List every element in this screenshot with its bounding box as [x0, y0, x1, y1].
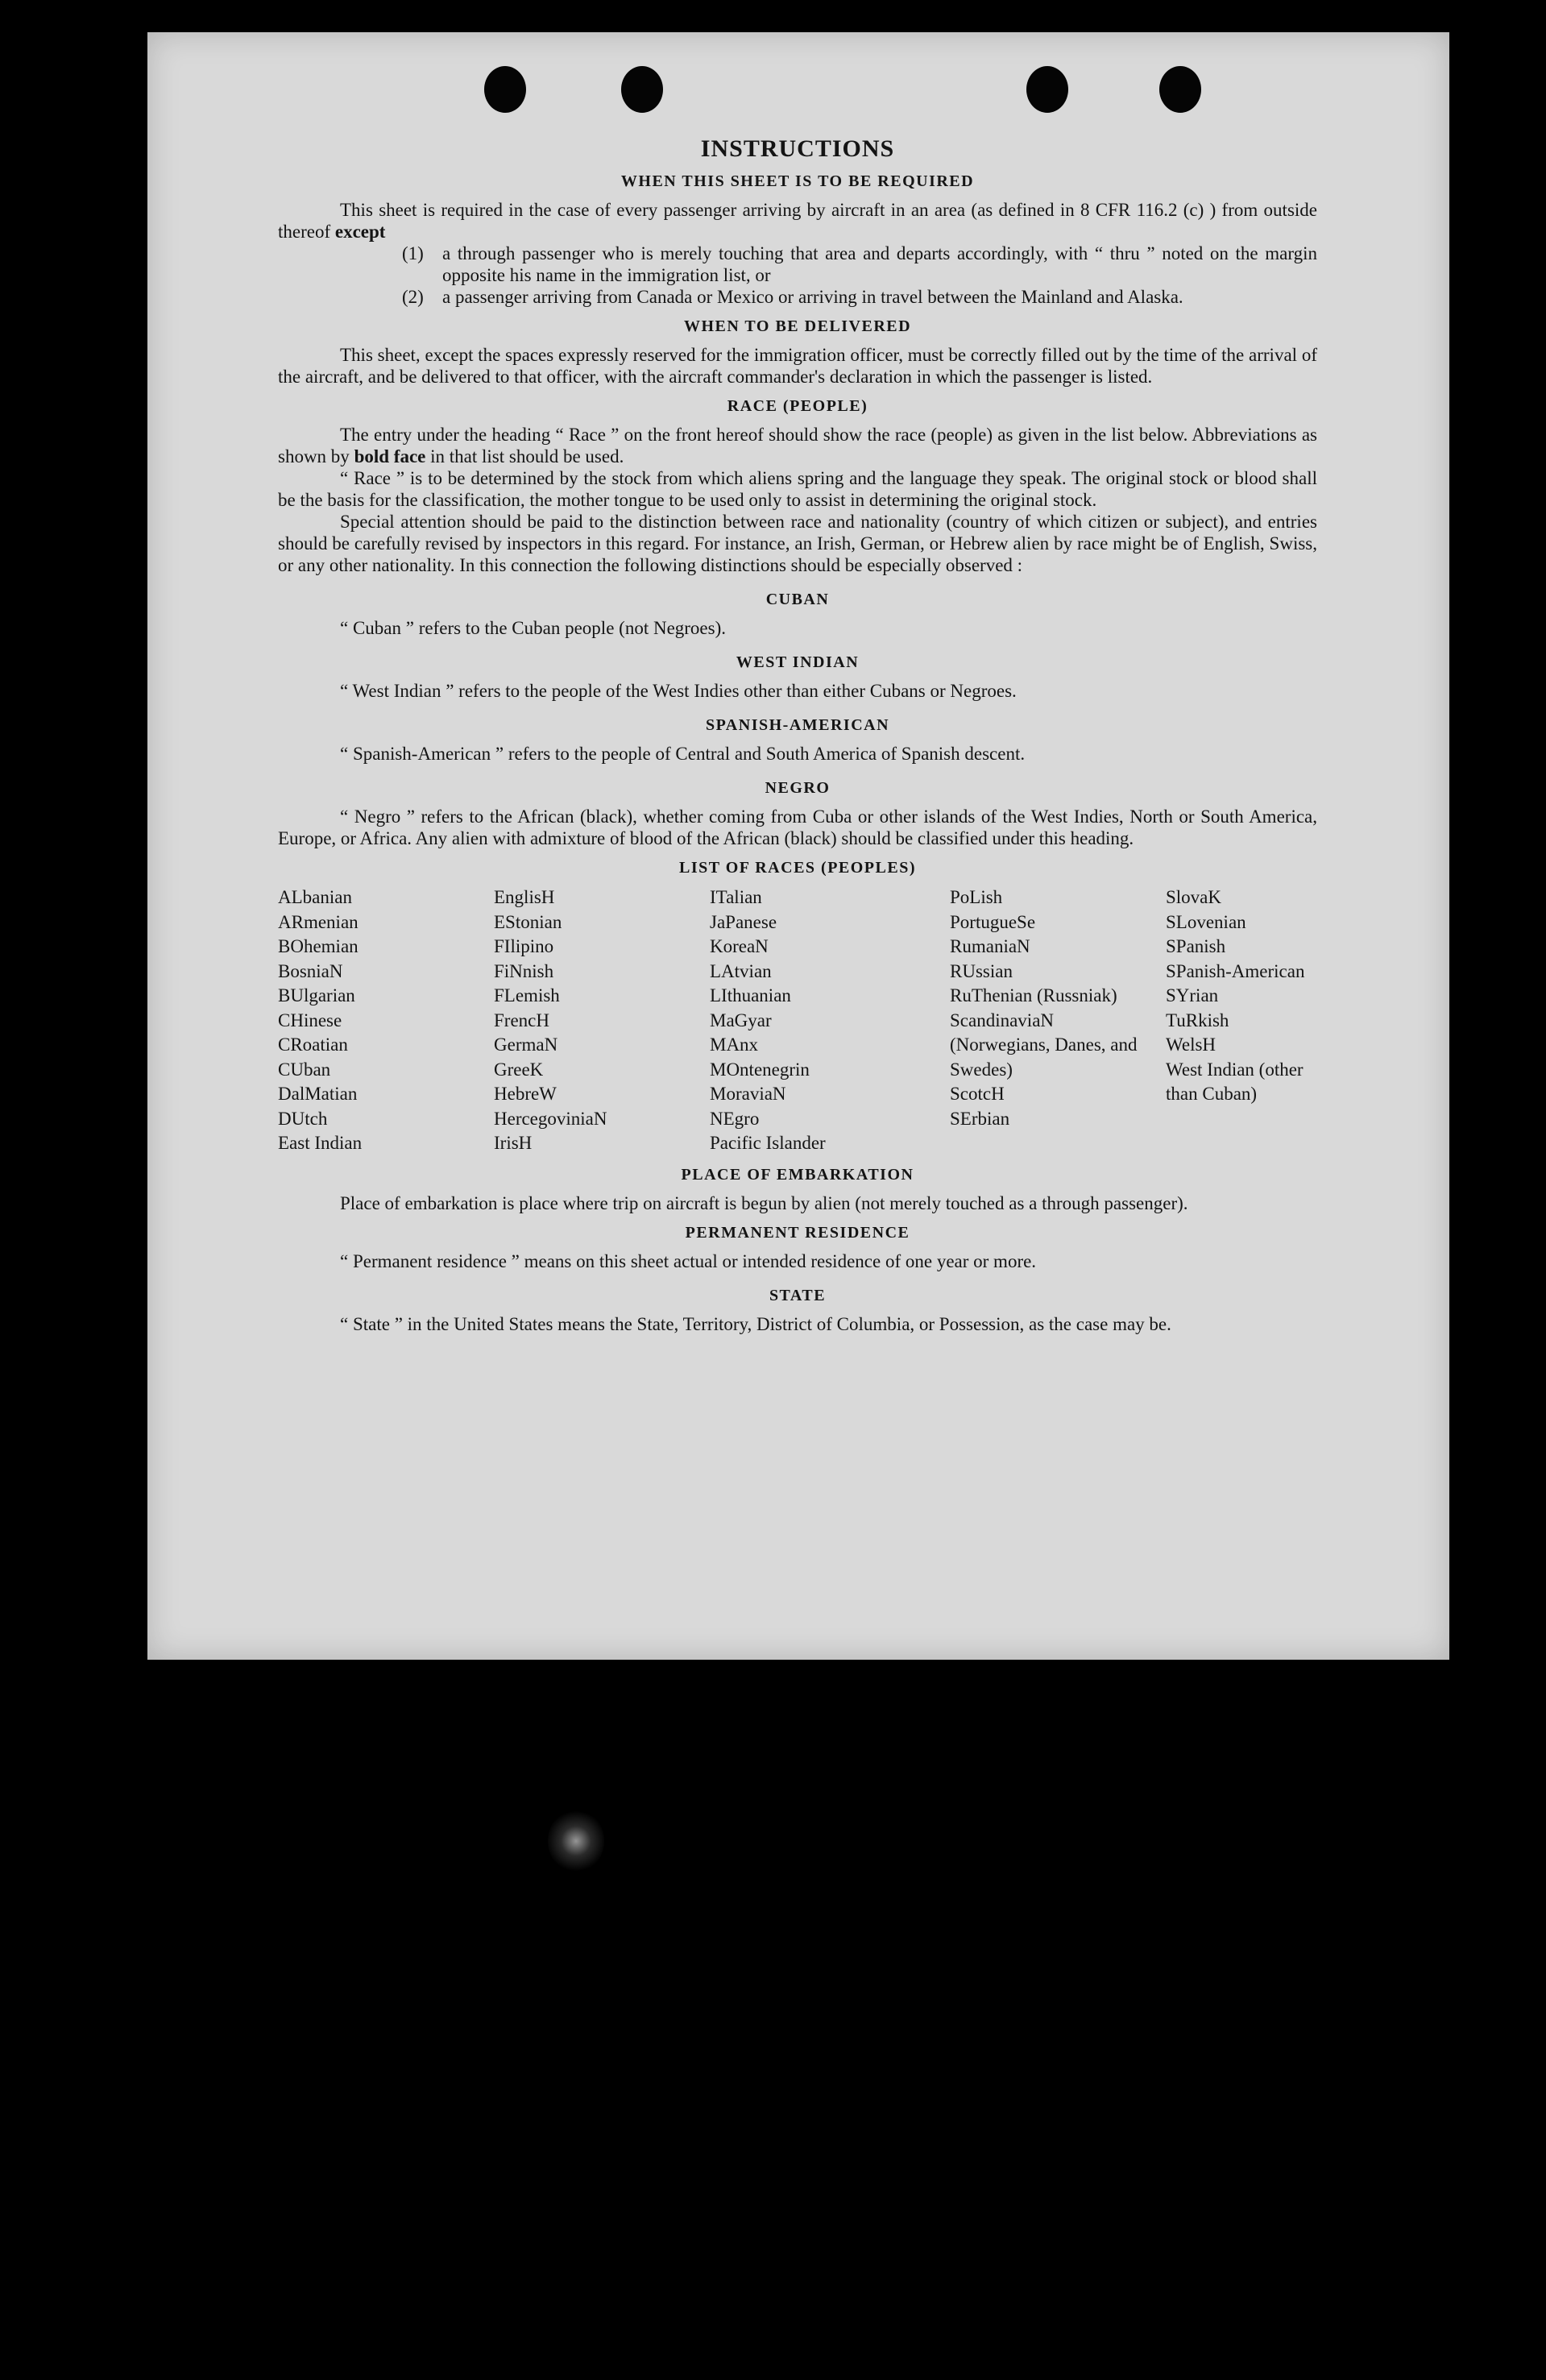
race-paragraph-3: Special attention should be paid to the distinction between race and nationality (country of which citizen or subject), and entries should be carefully revised by inspectors in this regard. For instance, an Irish, German, or Hebrew alien by race might be of English, Swiss, or any other nationality. In this connection the following distinctions should be especially observed : [278, 512, 1317, 575]
heading-west-indian: WEST INDIAN [736, 653, 860, 671]
race-entry: WelsH [1166, 1035, 1216, 1055]
race-entry: KoreaN [710, 936, 769, 956]
races-list [278, 885, 1317, 1156]
race-entry: SlovaK [1166, 887, 1221, 907]
race-entry: PoLish [950, 887, 1003, 907]
exception-item: (1) a through passenger who is merely touching that area and departs accordingly, with “ thru ” noted on the margin opposite his name in the immigration list, or [402, 243, 1317, 285]
race-entry: DUtch [278, 1108, 328, 1129]
race-entry: ScotcH [950, 1084, 1005, 1104]
race-entry: FiNnish [494, 960, 554, 981]
race-entry: FrencH [494, 1010, 549, 1030]
race-entry: ARmenian [278, 911, 359, 932]
west-indian-text: “ West Indian ” refers to the people of the West Indies other than either Cubans or Negroes. [340, 681, 1017, 701]
race-entry: ScandinaviaN (Norwegians, Danes, and Swedes) [950, 1010, 1138, 1080]
race-entry: SErbian [950, 1108, 1010, 1129]
race-entry: Pacific Islander [710, 1133, 826, 1153]
race-entry: EStonian [494, 911, 562, 932]
instructions-content [278, 135, 1317, 1335]
races-column [494, 885, 710, 1156]
heading-when-delivered: WHEN TO BE DELIVERED [683, 317, 912, 335]
race-entry: SLovenian [1166, 911, 1246, 932]
races-column [950, 885, 1166, 1156]
heading-race: RACE (PEOPLE) [727, 397, 868, 415]
heading-negro: NEGRO [765, 779, 831, 797]
race-entry: GreeK [494, 1059, 544, 1080]
punch-hole [484, 66, 526, 113]
permanent-residence-text: “ Permanent residence ” means on this sheet actual or intended residence of one year or more. [340, 1250, 1037, 1271]
when-delivered-text: This sheet, except the spaces expressly reserved for the immigration officer, must be correctly filled out by the time of the arrival of the aircraft, and be delivered to that officer, with the aircraft commander's declaration in which the passenger is listed. [278, 345, 1317, 387]
punch-hole [1159, 66, 1201, 113]
race-entry: LAtvian [710, 960, 772, 981]
place-of-embarkation-text: Place of embarkation is place where trip on aircraft is begun by alien (not merely touched as a through passenger). [340, 1192, 1188, 1213]
race-entry: HebreW [494, 1084, 557, 1104]
race-paragraph-2: “ Race ” is to be determined by the stock from which aliens spring and the language they speak. The original stock or blood shall be the basis for the classification, the mother tongue to be used only to assist in determining the original stock. [278, 468, 1317, 510]
race-entry: SYrian [1166, 985, 1219, 1005]
race-entry: West Indian (other than Cuban) [1166, 1059, 1304, 1104]
spanish-american-text: “ Spanish-American ” refers to the people of Central and South America of Spanish descent. [340, 744, 1026, 764]
race-entry: CUban [278, 1059, 331, 1080]
document-sheet [147, 32, 1449, 1660]
race-entry: JaPanese [710, 911, 777, 932]
race-entry: LIthuanian [710, 985, 791, 1005]
race-entry: CHinese [278, 1010, 342, 1030]
race-entry: SPanish [1166, 936, 1226, 956]
race-entry: RumaniaN [950, 936, 1030, 956]
race-entry: MaGyar [710, 1010, 772, 1030]
race-entry: East Indian [278, 1133, 363, 1153]
when-required-intro: This sheet is required in the case of every passenger arriving by aircraft in an area (as defined in 8 CFR 116.2 (c) ) from outside thereof except [278, 200, 1317, 242]
race-entry: IrisH [494, 1133, 533, 1153]
races-column [278, 885, 494, 1156]
heading-when-required: WHEN THIS SHEET IS TO BE REQUIRED [620, 172, 975, 190]
punch-hole [621, 66, 663, 113]
races-column [1166, 885, 1317, 1156]
race-entry: GermaN [494, 1035, 558, 1055]
race-entry: BOhemian [278, 936, 359, 956]
race-entry: MOntenegrin [710, 1059, 810, 1080]
heading-state: STATE [769, 1286, 827, 1304]
heading-permanent-residence: PERMANENT RESIDENCE [685, 1223, 910, 1242]
race-paragraph-1: The entry under the heading “ Race ” on the front hereof should show the race (people) as given in the list below. Abbreviations as shown by bold face in that list should be used. [278, 425, 1317, 466]
race-entry: RUssian [950, 960, 1013, 981]
race-entry: FLemish [494, 985, 560, 1005]
race-entry: ITalian [710, 887, 762, 907]
heading-list-of-races: LIST OF RACES (PEOPLES) [678, 859, 916, 877]
race-entry: BosniaN [278, 960, 343, 981]
race-entry: TuRkish [1166, 1010, 1229, 1030]
race-entry: NEgro [710, 1108, 760, 1129]
race-entry: PortugueSe [950, 911, 1036, 932]
race-entry: ALbanian [278, 887, 352, 907]
race-entry: BUlgarian [278, 985, 355, 1005]
heading-cuban: CUBAN [765, 591, 830, 608]
race-entry: SPanish-American [1166, 960, 1305, 981]
race-entry: DalMatian [278, 1084, 358, 1104]
exception-item: (2) a passenger arriving from Canada or Mexico or arriving in travel between the Mainland and Alaska. [402, 287, 1183, 307]
race-entry: MAnx [710, 1035, 759, 1055]
heading-spanish-american: SPANISH-AMERICAN [705, 716, 890, 734]
heading-place-of-embarkation: PLACE OF EMBARKATION [681, 1165, 914, 1184]
document-title: INSTRUCTIONS [700, 135, 895, 162]
race-entry: HercegoviniaN [494, 1108, 607, 1129]
race-entry: FIlipino [494, 936, 554, 956]
state-text: “ State ” in the United States means the State, Territory, District of Columbia, or Possession, as the case may be. [340, 1313, 1171, 1334]
race-entry: RuThenian (Russniak) [950, 985, 1117, 1005]
races-column [710, 885, 950, 1156]
race-entry: MoraviaN [710, 1084, 786, 1104]
negro-text: “ Negro ” refers to the African (black), whether coming from Cuba or other islands of the West Indies, North or South America, Europe, or Africa. Any alien with admixture of blood of the African (black) should be classified under this heading. [278, 806, 1317, 848]
race-entry: CRoatian [278, 1035, 348, 1055]
race-entry: EnglisH [494, 887, 555, 907]
cuban-text: “ Cuban ” refers to the Cuban people (not Negroes). [340, 618, 727, 638]
scanner-glare [548, 1809, 604, 1873]
punch-hole [1026, 66, 1068, 113]
